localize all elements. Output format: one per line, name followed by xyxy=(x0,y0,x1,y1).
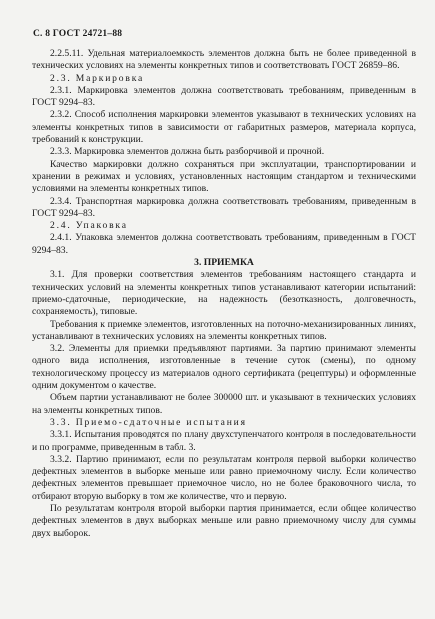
paragraph: 2.3.2. Способ исполнения маркировки элементов указывают в технических условиях на элементы конкретных типов в зависимости от габаритных размеров, материала корпуса, требований к конструкции. xyxy=(32,109,416,146)
paragraph: 2.3.1. Маркировка элементов должна соответствовать требованиям, приведенным в ГОСТ 9294–83. xyxy=(32,84,416,109)
paragraph: 2.4.1. Упаковка элементов должна соответствовать требованиям, приведенным в ГОСТ 9294–83. xyxy=(32,232,416,256)
document-body xyxy=(32,48,416,540)
paragraph: 2.3.3. Маркировка элементов должна быть разборчивой и прочной. xyxy=(50,146,325,158)
subsection-heading-acceptance-tests: 3.3. Приемо-сдаточные испытания xyxy=(50,416,247,428)
paragraph: 2.3.4. Транспортная маркировка должна соответствовать требованиям, приведенным в ГОСТ 9294–83. xyxy=(32,195,416,219)
section-title: 3. ПРИЕМКА xyxy=(194,257,254,269)
paragraph: По результатам контроля второй выборки партия принимается, если общее количество дефектных элементов в двух выборках меньше или равно приемочному числу для суммы двух выборок. xyxy=(32,502,416,539)
paragraph: Качество маркировки должно сохраняться при эксплуатации, транспортировании и хранении в режимах и условиях, установленных настоящим стандартом и техническими условиями на элементы конкретных типов. xyxy=(32,158,416,195)
paragraph: 3.3.1. Испытания проводятся по плану двухступенчатого контроля в последовательности и по программе, приведенным в табл. 3. xyxy=(32,429,416,453)
paragraph: 3.3.2. Партию принимают, если по результатам контроля первой выборки количество дефектных элементов в выборке меньше или равно приемочному числу. Если количество дефектных элементов превышает приемочное число, но не более браковочного числа, то отбирают вторую выборку в том же количестве, что и первую. xyxy=(32,453,416,502)
paragraph: Объем партии устанавливают не более 300000 шт. и указывают в технических условиях на элементы конкретных типов. xyxy=(32,392,416,416)
page-header: С. 8 ГОСТ 24721–88 xyxy=(33,29,123,39)
paragraph: 2.2.5.11. Удельная материалоемкость элементов должна быть не более приведенной в технических условиях на элементы конкретных типов и соответствовать ГОСТ 26859–86. xyxy=(32,48,416,72)
paragraph: 3.1. Для проверки соответствия элементов требованиям настоящего стандарта и технических условий на элементы конкретных типов устанавливают категории испытаний: приемо-сдаточные, периодические, на надежность (безотказность, долговечность, сохраняемость), типовые. xyxy=(32,269,416,318)
subsection-heading-marking: 2.3. Маркировка xyxy=(50,72,145,84)
paragraph: 3.2. Элементы для приемки предъявляют партиями. За партию принимают элементы одного вида исполнения, изготовленные в течение суток (смены), по одному технологическому процессу из материалов одного сертификата (рецептуры) и оформленные одним документом о качестве. xyxy=(32,343,416,392)
subsection-heading-packaging: 2.4. Упаковка xyxy=(50,220,128,232)
paragraph: Требования к приемке элементов, изготовленных на поточно-механизированных линиях, устанавливают в технических условиях на элементы конкретных типов. xyxy=(32,318,416,342)
